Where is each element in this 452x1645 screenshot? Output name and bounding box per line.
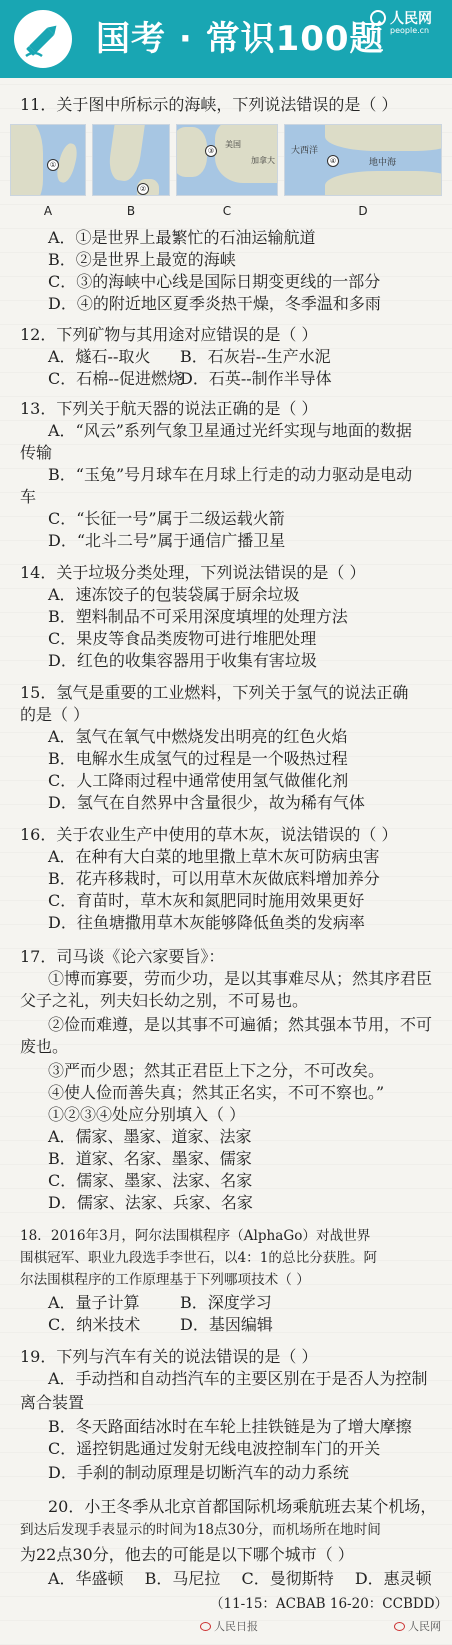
q18-option-b: B．深度学习 [180, 1293, 272, 1312]
q18-title-line2: 围棋冠军、职业九段选手李世石，以4：1的总比分获胜。阿 [20, 1250, 378, 1266]
map-c: 美国 加拿大 ③ [176, 124, 278, 196]
weibo-icon [394, 1622, 405, 1631]
q11-option-c: C．③的海峡中心线是国际日期变更线的一部分 [48, 272, 381, 291]
q19-title: 19．下列与汽车有关的说法错误的是（ ） [20, 1347, 318, 1366]
q16-title: 16．关于农业生产中使用的草木灰，说法错误的（ ） [20, 825, 398, 844]
q17-quote-3: ③严而少恩；然其正君臣上下之分，不可改矣。 [48, 1061, 385, 1080]
q16-option-b: B．花卉移栽时，可以用草木灰做底料增加养分 [48, 869, 380, 888]
brand-url: people.cn [390, 26, 430, 35]
q17-option-a: A．儒家、墨家、道家、法家 [48, 1127, 252, 1146]
q14-option-b: B．塑料制品不可采用深度填埋的处理方法 [48, 607, 348, 626]
map-label-a: A [43, 204, 53, 218]
q18-option-a: A．量子计算 [48, 1293, 140, 1312]
q19-option-c: C．遥控钥匙通过发射无线电波控制车门的开关 [48, 1439, 381, 1458]
q18-title-line3: 尔法围棋程序的工作原理基于下列哪项技术（ ） [20, 1272, 310, 1288]
q12-option-d: D．石英--制作半导体 [180, 369, 332, 388]
q11-title: 11．关于图中所标示的海峡，下列说法错误的是（ ） [20, 95, 398, 114]
q18-title-line1: 18．2016年3月，阿尔法围棋程序（AlphaGo）对战世界 [20, 1228, 371, 1244]
footer-source-left [200, 1618, 258, 1634]
answer-key: （11-15：ACBAB 16-20：CCBDD） [210, 1596, 449, 1612]
q13-option-a-line1: A．“风云”系列气象卫星通过光纤实现与地面的数据 [48, 421, 412, 440]
q13-title: 13．下列关于航天器的说法正确的是（ ） [20, 399, 318, 418]
map-label-b: B [126, 204, 136, 218]
q17-title: 17．司马谈《论六家要旨》： [20, 947, 225, 966]
q15-option-d: D．氢气在自然界中含量很少，故为稀有气体 [48, 793, 365, 812]
q17-quote-2-line1: ②俭而难遵，是以其事不可遍循；然其强本节用，不可 [48, 1015, 433, 1034]
q14-option-a: A．速冻饺子的包装袋属于厨余垃圾 [48, 585, 300, 604]
q19-option-a-line1: A．手动挡和自动挡汽车的主要区别在于是否人为控制 [48, 1369, 428, 1388]
q18-option-c: C．纳米技术 [48, 1315, 141, 1334]
map-b: ② [92, 124, 170, 196]
q17-option-b: B．道家、名家、墨家、儒家 [48, 1149, 252, 1168]
q17-option-c: C．儒家、墨家、法家、名家 [48, 1171, 253, 1190]
q19-option-b: B．冬天路面结冰时在车轮上挂铁链是为了增大摩擦 [48, 1417, 412, 1436]
q11-option-a: A．①是世界上最繁忙的石油运输航道 [48, 228, 316, 247]
q14-title: 14．关于垃圾分类处理，下列说法错误的是（ ） [20, 563, 366, 582]
footer [0, 1612, 452, 1640]
q15-option-a: A．氢气在氧气中燃烧发出明亮的红色火焰 [48, 727, 348, 746]
q15-title-line1: 15．氢气是重要的工业燃料，下列关于氢气的说法正确 [20, 683, 409, 702]
q11-option-d: D．④的附近地区夏季炎热干燥，冬季温和多雨 [48, 294, 381, 313]
brand-circle-icon [370, 10, 386, 26]
q12-option-b: B．石灰岩--生产水泥 [180, 347, 331, 366]
q20-title-line1: 20．小王冬季从北京首都国际机场乘航班去某个机场， [48, 1497, 437, 1516]
q20-title-line2: 到达后发现手表显示的时间为18点30分，而机场所在地时间 [20, 1522, 381, 1538]
q13-option-c: C．“长征一号”属于二级运载火箭 [48, 509, 285, 528]
map-label-d: D [358, 204, 368, 218]
q11-option-b: B．②是世界上最宽的海峡 [48, 250, 236, 269]
map-d: 大西洋 地中海 ④ [284, 124, 442, 196]
q13-option-a-line2: 传输 [20, 443, 53, 462]
q11-maps [10, 124, 446, 218]
q13-option-b-line2: 车 [20, 487, 37, 506]
header-banner [0, 0, 452, 78]
q17-quote-1-line2: 父子之礼，列夫妇长幼之别，不可易也。 [20, 991, 309, 1010]
q18-option-d: D．基因编辑 [180, 1315, 273, 1334]
q12-option-c: C．石棉--促进燃烧 [48, 369, 184, 388]
footer-left-text: 人民日报 [214, 1620, 258, 1633]
q17-quote-1-line1: ①博而寡要，劳而少功，是以其事难尽从；然其序君臣 [48, 969, 433, 988]
footer-right-text: 人民网 [408, 1620, 441, 1633]
q20-options: A．华盛顿 B．马尼拉 C．曼彻斯特 D．惠灵顿 [48, 1569, 432, 1588]
map-a: ① [10, 124, 86, 196]
footer-source-right [394, 1618, 441, 1634]
q16-option-c: C．育苗时，草木灰和氮肥同时施用效果更好 [48, 891, 365, 910]
q12-option-a: A．燧石--取火 [48, 347, 151, 366]
q15-option-b: B．电解水生成氢气的过程是一个吸热过程 [48, 749, 348, 768]
q19-option-a-line2: 离合装置 [20, 1393, 85, 1412]
q16-option-a: A．在种有大白菜的地里撒上草木灰可防病虫害 [48, 847, 380, 866]
q17-quote-4: ④使人俭而善失真；然其正名实，不可不察也。” [48, 1083, 385, 1102]
q16-option-d: D．往鱼塘撒用草木灰能够降低鱼类的发病率 [48, 913, 365, 932]
q15-option-c: C．人工降雨过程中通常使用氢气做催化剂 [48, 771, 349, 790]
q14-option-c: C．果皮等食品类废物可进行堆肥处理 [48, 629, 317, 648]
q17-option-d: D．儒家、法家、兵家、名家 [48, 1193, 253, 1212]
map-label-c: C [222, 204, 232, 218]
weibo-icon [200, 1622, 211, 1631]
q14-option-d: D．红色的收集容器用于收集有害垃圾 [48, 651, 317, 670]
brand-name: 人民网 [390, 11, 432, 27]
people-cn-logo [370, 8, 440, 38]
q12-title: 12．下列矿物与其用途对应错误的是（ ） [20, 325, 318, 344]
q13-option-b-line1: B．“玉兔”号月球车在月球上行走的动力驱动是电动 [48, 465, 413, 484]
page-title: 国考 · 常识100题 [96, 19, 385, 59]
pencil-icon [14, 10, 72, 68]
q17-quote-2-line2: 废也。 [20, 1037, 69, 1056]
q17-fill-prompt: ①②③④处应分别填入（ ） [48, 1105, 246, 1124]
q15-title-line2: 的是（ ） [20, 705, 90, 724]
q20-title-line3: 为22点30分，他去的可能是以下哪个城市（ ） [20, 1545, 354, 1564]
q13-option-d: D．“北斗二号”属于通信广播卫星 [48, 531, 286, 550]
q19-option-d: D．手刹的制动原理是切断汽车的动力系统 [48, 1463, 349, 1482]
